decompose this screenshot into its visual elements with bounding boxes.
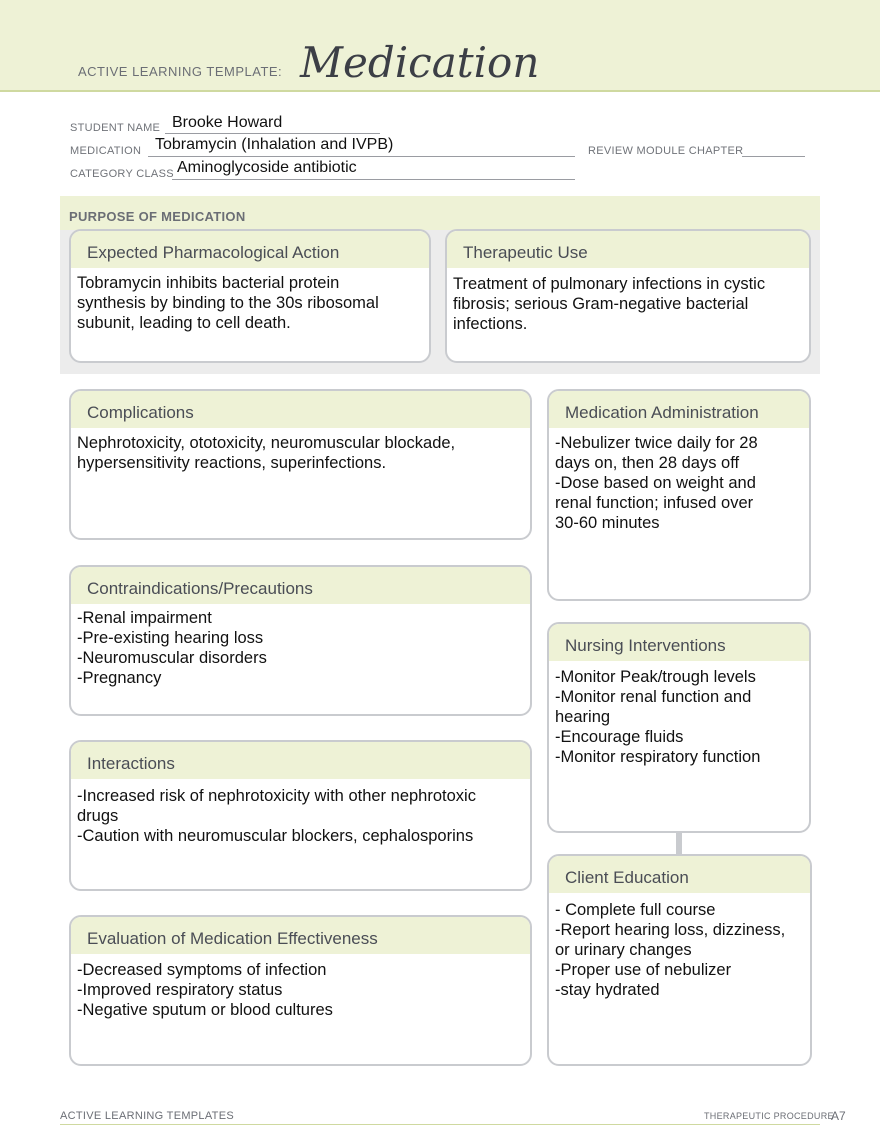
- nursing-interventions-header: [549, 624, 809, 661]
- footer-right-label: THERAPEUTIC PROCEDURE: [704, 1111, 834, 1121]
- medication-administration-card: [547, 389, 811, 601]
- contraindications-card: [69, 565, 532, 716]
- interactions-header: [71, 742, 530, 779]
- therapeutic-use-header: [447, 231, 809, 268]
- client-education-title: Client Education: [565, 868, 689, 887]
- expected-action-header: [71, 231, 429, 268]
- interactions-title: Interactions: [87, 754, 175, 773]
- evaluation-card: [69, 915, 532, 1066]
- header-band: [0, 0, 880, 92]
- page-title: Medication: [300, 38, 540, 87]
- client-education-card: [547, 854, 812, 1066]
- template-label: ACTIVE LEARNING TEMPLATE:: [78, 64, 283, 79]
- complications-card: [69, 389, 532, 540]
- therapeutic-use-body[interactable]: Treatment of pulmonary infections in cystic fibrosis; serious Gram-negative bacterial infections.: [453, 275, 766, 333]
- category-class-field[interactable]: Aminoglycoside antibiotic: [177, 159, 357, 176]
- interactions-body[interactable]: -Increased risk of nephrotoxicity with other nephrotoxic drugs -Caution with neuromuscular blockers, cephalosporins: [77, 787, 476, 845]
- expected-action-card: [69, 229, 431, 363]
- medication-administration-title: Medication Administration: [565, 403, 759, 422]
- contraindications-body[interactable]: -Renal impairment -Pre-existing hearing loss -Neuromuscular disorders -Pregnancy: [77, 609, 267, 687]
- nursing-interventions-card: [547, 622, 811, 833]
- student-name-line: [165, 133, 380, 134]
- purpose-label: PURPOSE OF MEDICATION: [69, 209, 246, 224]
- student-name-field[interactable]: Brooke Howard: [172, 114, 283, 131]
- review-module-label: REVIEW MODULE CHAPTER: [588, 145, 744, 157]
- footer-left-label: ACTIVE LEARNING TEMPLATES: [60, 1110, 234, 1122]
- evaluation-header: [71, 917, 530, 954]
- student-name-label: STUDENT NAME: [70, 122, 161, 134]
- card-connector: [676, 832, 682, 854]
- category-class-line: [172, 179, 575, 180]
- medication-field[interactable]: Tobramycin (Inhalation and IVPB): [155, 136, 394, 153]
- medication-label: MEDICATION: [70, 145, 142, 157]
- client-education-header: [549, 856, 810, 893]
- category-class-label: CATEGORY CLASS: [70, 168, 174, 180]
- evaluation-body[interactable]: -Decreased symptoms of infection -Improved respiratory status -Negative sputum or blood cultures: [77, 961, 333, 1019]
- complications-title: Complications: [87, 403, 194, 422]
- nursing-interventions-title: Nursing Interventions: [565, 636, 726, 655]
- footer-divider: [60, 1124, 820, 1125]
- contraindications-header: [71, 567, 530, 604]
- purpose-header: [60, 196, 820, 230]
- complications-body[interactable]: Nephrotoxicity, ototoxicity, neuromuscular blockade, hypersensitivity reactions, superinfections.: [77, 434, 456, 472]
- page-number: A7: [831, 1109, 846, 1123]
- evaluation-title: Evaluation of Medication Effectiveness: [87, 929, 378, 948]
- nursing-interventions-body[interactable]: -Monitor Peak/trough levels -Monitor renal function and hearing -Encourage fluids -Monitor respiratory function: [555, 668, 761, 766]
- expected-action-body[interactable]: Tobramycin inhibits bacterial protein synthesis by binding to the 30s ribosomal subunit, leading to cell death.: [77, 274, 379, 332]
- medication-line: [148, 156, 575, 157]
- therapeutic-use-title: Therapeutic Use: [463, 243, 588, 262]
- therapeutic-use-card: [445, 229, 811, 363]
- contraindications-title: Contraindications/Precautions: [87, 579, 313, 598]
- client-education-body[interactable]: - Complete full course -Report hearing loss, dizziness, or urinary changes -Proper use of nebulizer -stay hydrated: [555, 901, 786, 999]
- medication-administration-header: [549, 391, 809, 428]
- medication-administration-body[interactable]: -Nebulizer twice daily for 28 days on, then 28 days off -Dose based on weight and renal function; infused over 30-60 minutes: [555, 434, 758, 532]
- interactions-card: [69, 740, 532, 891]
- expected-action-title: Expected Pharmacological Action: [87, 243, 340, 262]
- review-module-field[interactable]: [742, 156, 805, 157]
- complications-header: [71, 391, 530, 428]
